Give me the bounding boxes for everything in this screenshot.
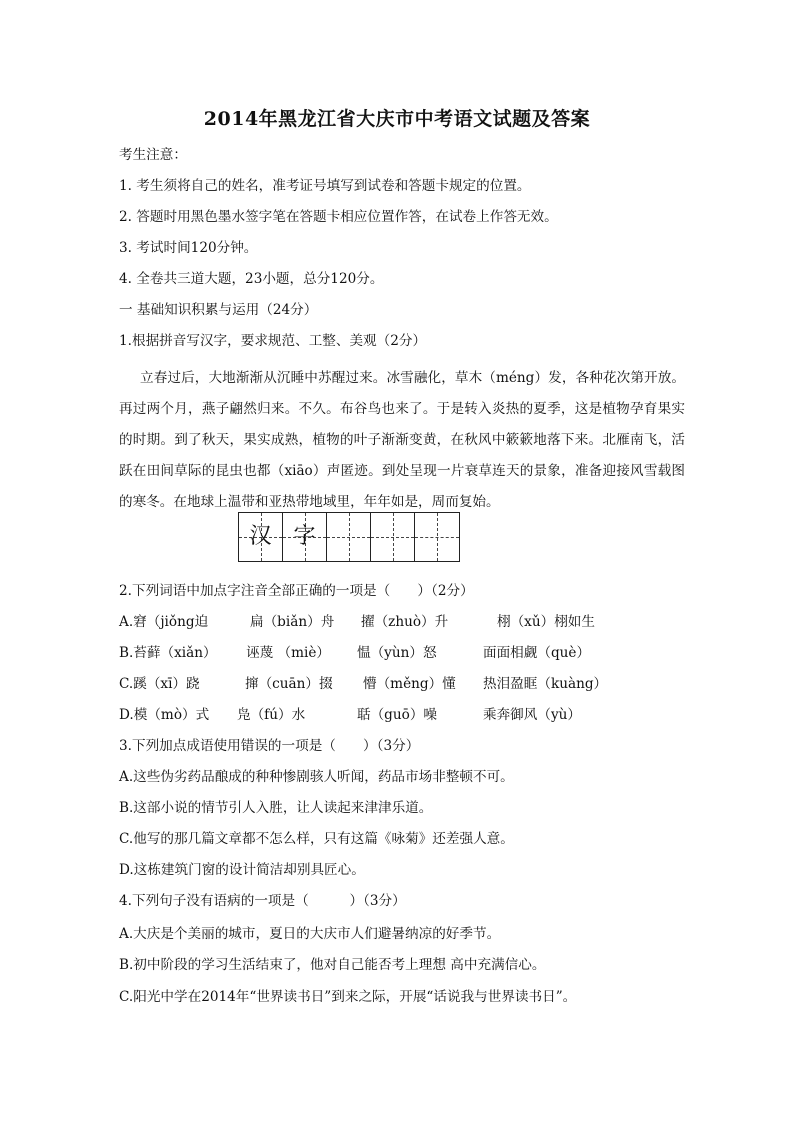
option-cell: 凫（fú）水 <box>237 707 306 723</box>
option-cell: 擢（zhuò）升 <box>361 614 449 630</box>
question-stem: 1.根据拼音写汉字，要求规范、工整、美观（2分） <box>119 333 427 349</box>
question-stem: 4.下列句子没有语病的一项是（ ）（3分） <box>119 893 406 909</box>
option-line: D.这栋建筑门窗的设计简洁却别具匠心。 <box>119 862 365 878</box>
option-cell: 热泪盈眶（kuàng） <box>483 676 608 692</box>
question-passage: 立春过后，大地渐渐从沉睡中苏醒过来。冰雪融化，草木（méng）发，各种花次第开放。再过两个月，燕子翩然归来。不久。布谷鸟也来了。于是转入炎热的夏季，这是植物孕育果实的时期。到了秋天，果实成熟，植物的叶子渐渐变黄，在秋风中簌簌地落下来。北雁南飞，活跃在田间草际的昆虫也都（xiāo）声匿迹。到处呈现一片衰草连天的景象，准备迎接风雪载图的寒冬。在地球上温带和亚热带地域里，年年如是，周而复始。 <box>119 370 685 510</box>
option-cell: 聒（guō）噪 <box>357 707 438 723</box>
section-heading: 一 基础知识积累与运用（24分） <box>119 302 318 318</box>
grid-cell[interactable] <box>283 513 327 561</box>
grid-cell[interactable] <box>371 513 415 561</box>
page-title: 2014年黑龙江省大庆市中考语文试题及答案 <box>203 108 591 130</box>
notice-item: 3. 考试时间120分钟。 <box>119 240 258 256</box>
option-line: C.他写的那几篇文章都不怎么样，只有这篇《咏菊》还差强人意。 <box>119 831 514 847</box>
option-line: A.大庆是个美丽的城市，夏日的大庆市人们避暑纳凉的好季节。 <box>119 926 501 942</box>
option-line: A.这些伪劣药品酿成的种种惨剧骇人听闻，药品市场非整顿不可。 <box>119 769 514 785</box>
notice-heading: 考生注意： <box>119 147 187 163</box>
question-stem: 3.下列加点成语使用错误的一项是（ ）（3分） <box>119 738 420 754</box>
grid-character: 汉 <box>249 524 272 549</box>
option-line: B.这部小说的情节引人入胜，让人读起来津津乐道。 <box>119 800 433 816</box>
option-cell: 懵（měng）懂 <box>363 676 456 692</box>
option-cell: 撺（cuān）掇 <box>245 676 333 692</box>
option-cell: C.蹊（xī）跷 <box>119 676 200 692</box>
writing-grid <box>238 512 460 562</box>
option-cell: 扁（biǎn）舟 <box>250 614 335 630</box>
option-line: B.初中阶段的学习生活结束了，他对自己能否考上理想 高中充满信心。 <box>119 957 546 973</box>
notice-item: 1. 考生须将自己的姓名，准考证号填写到试卷和答题卡规定的位置。 <box>119 178 531 194</box>
option-line: C.阳光中学在2014年“世界读书日”到来之际，开展“话说我与世界读书日”。 <box>119 989 577 1005</box>
option-cell: D.模（mò）式 <box>119 707 210 723</box>
option-cell: 栩（xǔ）栩如生 <box>497 614 595 630</box>
question-stem: 2.下列词语中加点字注音全部正确的一项是（ ）（2分） <box>119 583 474 599</box>
option-cell: 愠（yùn）怒 <box>357 645 437 661</box>
grid-cell[interactable] <box>415 513 459 561</box>
option-cell: 乘奔御风（yù） <box>483 707 581 723</box>
grid-cell[interactable] <box>327 513 371 561</box>
grid-cell[interactable] <box>239 513 283 561</box>
option-cell: B.苔藓（xiǎn） <box>119 645 217 661</box>
option-cell: A.窘（jiǒng迫 <box>119 614 209 630</box>
grid-character: 字 <box>293 524 316 549</box>
option-cell: 诬蔑 （miè） <box>246 645 330 661</box>
notice-item: 2. 答题时用黑色墨水签字笔在答题卡相应位置作答，在试卷上作答无效。 <box>119 209 558 225</box>
option-cell: 面面相觑（què） <box>483 645 591 661</box>
notice-item: 4. 全卷共三道大题，23小题，总分120分。 <box>119 271 384 287</box>
